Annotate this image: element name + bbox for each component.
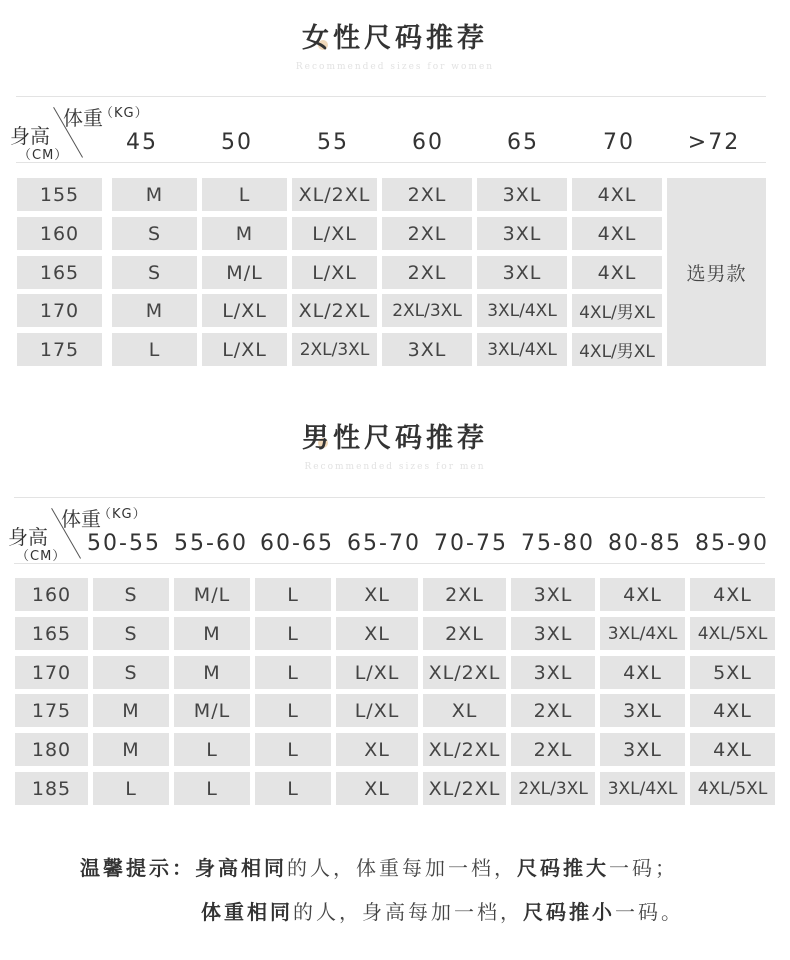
tip-line1-end: 一码； xyxy=(609,856,678,880)
women-size-cell: L/XL xyxy=(292,256,377,289)
men-height-label: 身高 xyxy=(8,525,48,549)
women-size-cell: 4XL xyxy=(572,256,662,289)
women-size-cell: 4XL/男XL xyxy=(572,333,662,366)
women-weight-header: 70 xyxy=(603,130,635,155)
women-size-cell: 2XL xyxy=(382,256,472,289)
women-weight-header: >72 xyxy=(687,130,741,155)
women-size-cell: L xyxy=(202,178,287,211)
men-size-cell: 4XL xyxy=(600,656,685,689)
tip-same-height: 身高相同 xyxy=(195,852,287,881)
men-size-cell: L xyxy=(255,694,331,727)
women-size-cell: S xyxy=(112,217,197,250)
men-weight-header: 85-90 xyxy=(695,531,769,556)
women-size-cell: L/XL xyxy=(292,217,377,250)
men-size-cell: L xyxy=(255,772,331,805)
women-weight-header: 50 xyxy=(221,130,253,155)
women-size-cell: 2XL xyxy=(382,178,472,211)
men-weight-header: 55-60 xyxy=(174,531,248,556)
men-section-title: 男性尺码推荐 xyxy=(302,423,488,454)
men-height-cell: 180 xyxy=(15,733,88,766)
women-height-cell: 165 xyxy=(17,256,102,289)
men-weight-header: 50-55 xyxy=(87,531,161,556)
men-size-cell: 4XL xyxy=(690,733,775,766)
men-size-cell: 3XL xyxy=(511,656,595,689)
men-weight-header: 60-65 xyxy=(260,531,334,556)
women-size-cell: 3XL/4XL xyxy=(477,333,567,366)
men-height-cell: 175 xyxy=(15,694,88,727)
men-section-subtitle: Recommended sizes for men xyxy=(304,462,486,472)
men-size-cell: 4XL xyxy=(690,694,775,727)
women-height-label: 身高 xyxy=(10,124,50,148)
women-size-cell: 3XL xyxy=(382,333,472,366)
women-weight-header: 60 xyxy=(412,130,444,155)
women-header-bottom-rule xyxy=(16,162,766,163)
men-size-cell: 2XL xyxy=(423,617,506,650)
women-size-cell: 2XL/3XL xyxy=(382,294,472,327)
men-size-cell: 3XL xyxy=(511,617,595,650)
men-size-cell: 5XL xyxy=(690,656,775,689)
men-size-cell: 3XL/4XL xyxy=(600,617,685,650)
women-height-cell: 170 xyxy=(17,294,102,327)
women-size-cell: L xyxy=(112,333,197,366)
men-size-cell: XL xyxy=(336,578,418,611)
men-size-cell: L/XL xyxy=(336,694,418,727)
men-size-cell: S xyxy=(93,617,169,650)
men-size-cell: 3XL xyxy=(600,733,685,766)
women-section-title: 女性尺码推荐 xyxy=(302,23,488,54)
men-size-cell: XL/2XL xyxy=(423,733,506,766)
men-size-cell: XL/2XL xyxy=(423,772,506,805)
men-height-cell: 185 xyxy=(15,772,88,805)
women-size-cell: S xyxy=(112,256,197,289)
women-height-cell: 175 xyxy=(17,333,102,366)
women-section-subtitle: Recommended sizes for women xyxy=(295,62,495,72)
men-size-cell: 3XL xyxy=(511,578,595,611)
men-size-cell: M xyxy=(174,656,250,689)
men-weight-header: 75-80 xyxy=(521,531,595,556)
men-size-cell: 2XL/3XL xyxy=(511,772,595,805)
men-height-cell: 160 xyxy=(15,578,88,611)
women-size-cell: M xyxy=(112,178,197,211)
men-size-cell: 4XL xyxy=(690,578,775,611)
women-size-cell: 3XL xyxy=(477,217,567,250)
tip-size-up: 尺码推大 xyxy=(517,852,609,881)
men-size-cell: XL xyxy=(336,772,418,805)
women-header-top-rule xyxy=(16,96,766,97)
women-merged-cell: 选男款 xyxy=(667,178,766,366)
women-size-cell: L/XL xyxy=(202,294,287,327)
men-weight-label: 体重 xyxy=(61,507,101,531)
tip-line2-text: 的人，身高每加一档， xyxy=(293,900,523,924)
men-weight-header: 65-70 xyxy=(347,531,421,556)
men-height-cell: 165 xyxy=(15,617,88,650)
men-weight-header: 70-75 xyxy=(434,531,508,556)
men-size-cell: L/XL xyxy=(336,656,418,689)
women-size-cell: M/L xyxy=(202,256,287,289)
tip-same-weight: 体重相同 xyxy=(201,896,293,925)
women-size-cell: L/XL xyxy=(202,333,287,366)
women-size-cell: 4XL/男XL xyxy=(572,294,662,327)
men-size-cell: XL/2XL xyxy=(423,656,506,689)
men-size-cell: L xyxy=(255,656,331,689)
tip-size-down: 尺码推小 xyxy=(523,896,615,925)
men-size-cell: 3XL/4XL xyxy=(600,772,685,805)
men-size-cell: 2XL xyxy=(423,578,506,611)
men-size-cell: L xyxy=(93,772,169,805)
men-size-cell: L xyxy=(174,733,250,766)
men-header-top-rule xyxy=(14,497,765,498)
men-header-bottom-rule xyxy=(14,563,765,564)
men-size-cell: 3XL xyxy=(600,694,685,727)
men-size-cell: M xyxy=(93,733,169,766)
women-size-cell: 3XL xyxy=(477,178,567,211)
men-size-cell: XL xyxy=(336,733,418,766)
women-size-cell: M xyxy=(202,217,287,250)
men-weight-unit: （KG） xyxy=(98,507,147,522)
men-height-unit: （CM） xyxy=(16,549,67,564)
men-size-cell: L xyxy=(255,578,331,611)
women-size-cell: 2XL xyxy=(382,217,472,250)
men-size-cell: 2XL xyxy=(511,694,595,727)
men-size-cell: 4XL/5XL xyxy=(690,772,775,805)
men-size-cell: L xyxy=(255,617,331,650)
women-height-cell: 155 xyxy=(17,178,102,211)
women-weight-header: 55 xyxy=(317,130,349,155)
women-weight-header: 65 xyxy=(507,130,539,155)
tip-label: 温馨提示： xyxy=(80,856,195,880)
women-weight-unit: （KG） xyxy=(100,106,149,121)
men-size-cell: 2XL xyxy=(511,733,595,766)
men-size-cell: S xyxy=(93,578,169,611)
tip-line-1 xyxy=(80,852,678,881)
men-size-cell: XL xyxy=(336,617,418,650)
men-size-cell: L xyxy=(174,772,250,805)
tip-line-2 xyxy=(201,896,684,925)
men-size-cell: L xyxy=(255,733,331,766)
men-weight-header: 80-85 xyxy=(608,531,682,556)
men-size-cell: M/L xyxy=(174,694,250,727)
women-size-cell: 4XL xyxy=(572,178,662,211)
women-height-cell: 160 xyxy=(17,217,102,250)
women-size-cell: XL/2XL xyxy=(292,294,377,327)
women-size-cell: 3XL/4XL xyxy=(477,294,567,327)
men-size-cell: M xyxy=(174,617,250,650)
women-size-cell: XL/2XL xyxy=(292,178,377,211)
men-size-cell: XL xyxy=(423,694,506,727)
women-size-cell: 2XL/3XL xyxy=(292,333,377,366)
women-weight-header: 45 xyxy=(126,130,158,155)
men-size-cell: 4XL xyxy=(600,578,685,611)
men-size-cell: M/L xyxy=(174,578,250,611)
women-size-cell: M xyxy=(112,294,197,327)
women-size-cell: 3XL xyxy=(477,256,567,289)
men-size-cell: 4XL/5XL xyxy=(690,617,775,650)
men-size-cell: M xyxy=(93,694,169,727)
tip-line2-end: 一码。 xyxy=(615,900,684,924)
men-height-cell: 170 xyxy=(15,656,88,689)
women-weight-label: 体重 xyxy=(63,106,103,130)
women-height-unit: （CM） xyxy=(18,148,69,163)
women-size-cell: 4XL xyxy=(572,217,662,250)
men-size-cell: S xyxy=(93,656,169,689)
tip-line1-text: 的人，体重每加一档， xyxy=(287,856,517,880)
